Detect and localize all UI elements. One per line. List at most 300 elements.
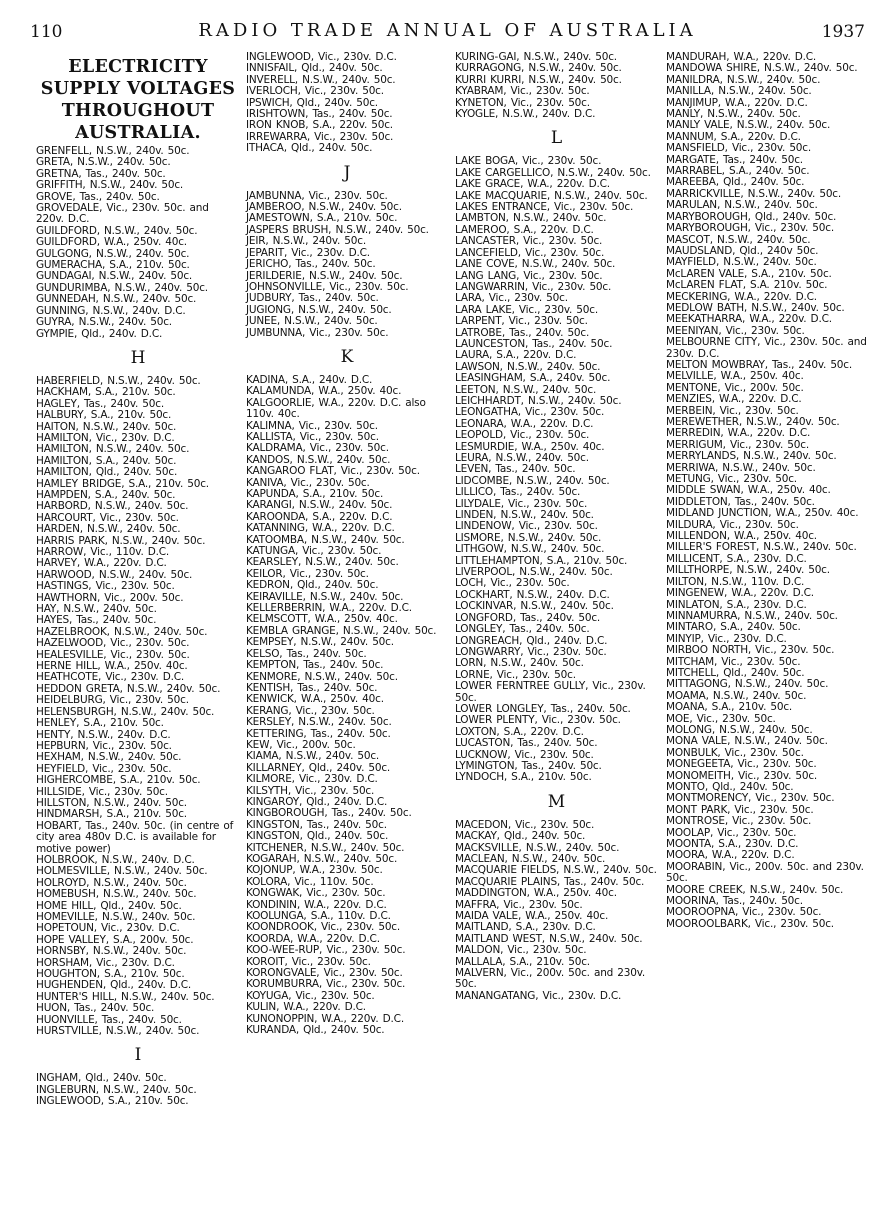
voltage-entry: HEATHCOTE, Vic., 230v. D.C. (36, 671, 184, 684)
voltage-entry: GROVEDALE, Vic., 230v. 50c. and 220v. D.C. (36, 202, 209, 226)
voltage-entry: HAMLEY BRIDGE, S.A., 210v. 50c. (36, 477, 209, 490)
page-number: 110 (30, 22, 63, 42)
voltage-entry: HAZELBROOK, N.S.W., 240v. 50c. (36, 625, 208, 638)
voltage-entry: KARANGI, N.S.W., 240v. 50c. (246, 499, 393, 512)
voltage-entry: MIDLAND JUNCTION, W.A., 250v. 40c. (666, 507, 859, 520)
voltage-entry: MIDDLE SWAN, W.A., 250v. 40c. (666, 484, 831, 497)
voltage-entry: MOAMA, N.S.W., 240v. 50c. (666, 689, 807, 702)
voltage-entry: IRISHTOWN, Tas., 240v. 50c. (246, 108, 393, 121)
voltage-entry: GRETA, N.S.W., 240v. 50c. (36, 156, 171, 169)
voltage-entry: MELVILLE, W.A., 250v. 40c. (666, 370, 804, 383)
voltage-entry: HAZELWOOD, Vic., 230v. 50c. (36, 637, 190, 650)
voltage-entry: IRON KNOB, S.A., 220v. 50c. (246, 119, 393, 132)
voltage-entry: GYMPIE, Qld., 240v. D.C. (36, 327, 163, 340)
voltage-entry: HASTINGS, Vic., 230v. 50c. (36, 580, 175, 593)
voltage-entry: JERICHO, Tas., 240v. 50c. (246, 258, 376, 271)
voltage-entry: LISMORE, N.S.W., 240v. 50c. (455, 531, 602, 544)
voltage-entry: KULIN, W.A., 220v. D.C. (246, 1001, 366, 1014)
voltage-entry: LANE COVE, N.S.W., 240v. 50c. (455, 258, 616, 271)
voltage-entry: LEONARA, W.A., 220v. D.C. (455, 417, 594, 430)
voltage-entry: MAYFIELD, N.S.W., 240v. 50c. (666, 256, 817, 269)
voltage-entry: KOGARAH, N.S.W., 240v. 50c. (246, 853, 398, 865)
voltage-entry: MILTON, N.S.W., 110v. D.C. (666, 575, 805, 588)
voltage-entry: INGLEWOOD, S.A., 210v. 50c. (36, 1095, 189, 1108)
voltage-entry: HENLEY, S.A., 210v. 50c. (36, 717, 164, 730)
voltage-entry: LANG LANG, Vic., 230v. 50c. (455, 269, 603, 282)
voltage-entry: LORN, N.S.W., 240v. 50c. (455, 657, 584, 670)
voltage-entry: LUCKNOW, Vic., 230v. 50c. (455, 748, 594, 761)
voltage-entry: HORNSBY, N.S.W., 240v. 50c. (36, 945, 187, 958)
voltage-entry: HEDDON GRETA, N.S.W., 240v. 50c. (36, 682, 221, 695)
voltage-entry: KELLERBERRIN, W.A., 220v. D.C. (246, 602, 412, 615)
voltage-entry: KEARSLEY, N.S.W., 240v. 50c. (246, 556, 399, 569)
voltage-entry: LONGLEY, Tas., 240v. 50c. (455, 623, 590, 636)
voltage-entry: HUON, Tas., 240v. 50c. (36, 1002, 155, 1015)
voltage-entry: LITHGOW, N.S.W., 240v. 50c. (455, 543, 605, 556)
main-title-line-2: THROUGHOUT AUSTRALIA. (61, 101, 215, 143)
voltage-entry: MOE, Vic., 230v. 50c. (666, 712, 776, 725)
voltage-entry: JAMESTOWN, S.A., 210v. 50c. (246, 212, 398, 225)
voltage-entry: MERRIGUM, Vic., 230v. 50c. (666, 438, 809, 451)
voltage-entry: KONGWAK, Vic., 230v. 50c. (246, 887, 386, 900)
voltage-entry: LANCASTER, Vic., 230v. 50c. (455, 235, 603, 248)
voltage-entry: KERSLEY, N.S.W., 240v. 50c. (246, 716, 392, 729)
voltage-entry: HAMPDEN, S.A., 240v. 50c. (36, 488, 176, 501)
voltage-entry: LOCKHART, N.S.W., 240v. D.C. (455, 588, 610, 601)
voltage-entry: LANCEFIELD, Vic., 230v. 50c. (455, 246, 605, 259)
voltage-entry: HOPETOUN, Vic., 230v. D.C. (36, 922, 180, 935)
voltage-entry: LAMEROO, S.A., 220v. D.C. (455, 223, 594, 236)
voltage-entry: KATUNGA, Vic., 230v. 50c. (246, 545, 382, 558)
voltage-entry: LOCH, Vic., 230v. 50c. (455, 577, 570, 590)
voltage-entry: MILLTHORPE, N.S.W., 240v. 50c. (666, 564, 830, 577)
voltage-entry: KENWICK, W.A., 250v. 40c. (246, 693, 384, 706)
voltage-entry: GRENFELL, N.S.W., 240v. 50c. (36, 145, 190, 157)
voltage-entry: MANDURAH, W.A., 220v. D.C. (666, 51, 817, 63)
voltage-entry: LINDEN, N.S.W., 240v. 50c. (455, 509, 594, 522)
voltage-entry: LARPENT, Vic., 230v. 50c. (455, 315, 588, 328)
voltage-entry: MENTONE, Vic., 200v. 50c. (666, 381, 804, 394)
voltage-entry: MILDURA, Vic., 230v. 50c. (666, 518, 799, 531)
voltage-entry: JAMBUNNA, Vic., 230v. 50c. (246, 189, 388, 202)
voltage-entry: JUDBURY, Tas., 240v. 50c. (246, 292, 379, 305)
voltage-entry: HOLROYD, N.S.W., 240v. 50c. (36, 876, 187, 889)
voltage-entry: KALDRAMA, Vic., 230v. 50c. (246, 442, 389, 455)
voltage-entry: MAUDSLAND, Qld., 240v 50c. (666, 244, 819, 257)
voltage-entry: MOLONG, N.S.W., 240v. 50c. (666, 723, 813, 736)
voltage-entry: HORSHAM, Vic., 230v. D.C. (36, 956, 175, 969)
voltage-entry: MONTROSE, Vic., 230v. 50c. (666, 815, 812, 828)
voltage-entry: LATROBE, Tas., 240v. 50c. (455, 326, 590, 339)
voltage-entry: LEONGATHA, Vic., 230v. 50c. (455, 406, 605, 419)
voltage-entry: McLAREN FLAT, S.A. 210v. 50c. (666, 279, 828, 292)
voltage-entry: MINNAMURRA, N.S.W., 240v. 50c. (666, 609, 838, 622)
voltage-entry: INGHAM, Qld., 240v. 50c. (36, 1072, 167, 1085)
voltage-entry: GROVE, Tas., 240v. 50c. (36, 190, 160, 203)
voltage-entry: MOORINA, Tas., 240v. 50c. (666, 895, 803, 908)
running-title: RADIO TRADE ANNUAL OF AUSTRALIA (198, 20, 697, 41)
voltage-entry: KANGAROO FLAT, Vic., 230v. 50c. (246, 465, 420, 478)
section-letter-heading: L (550, 128, 563, 149)
voltage-entry: MECKERING, W.A., 220v. D.C. (666, 290, 817, 303)
voltage-entry: MOORA, W.A., 220v. D.C. (666, 849, 795, 862)
voltage-entry: LILLICO, Tas., 240v. 50c. (455, 486, 581, 499)
voltage-entry: GUILDFORD, N.S.W., 240v. 50c. (36, 224, 198, 237)
voltage-entry: IRREWARRA, Vic., 230v. 50c. (246, 130, 394, 143)
voltage-entry: KEDRON, Qld., 240v. 50c. (246, 579, 379, 592)
voltage-entry: MOOROOPNA, Vic., 230v. 50c. (666, 906, 822, 919)
voltage-entry: KITCHENER, N.S.W., 240v. 50c. (246, 841, 405, 854)
voltage-entry: MANJIMUP, W.A., 220v. D.C. (666, 96, 808, 109)
voltage-entry: HEIDELBURG, Vic., 230v. 50c. (36, 694, 189, 707)
voltage-entry: KURANDA, Qld., 240v. 50c. (246, 1024, 385, 1037)
voltage-entry: MOANA, S.A., 210v. 50c. (666, 701, 793, 714)
voltage-entry: KURING-GAI, N.S.W., 240v. 50c. (455, 51, 617, 63)
voltage-entry: MELBOURNE CITY, Vic., 230v. 50c. and 230v. D.C. (666, 336, 867, 360)
voltage-entry: LIDCOMBE, N.S.W., 240v. 50c. (455, 474, 610, 487)
voltage-entry: MANLY VALE, N.S.W., 240v. 50c. (666, 119, 831, 132)
voltage-entry: MERBEIN, Vic., 230v. 50c. (666, 404, 799, 417)
voltage-entry: MALDON, Vic., 230v. 50c. (455, 944, 587, 957)
voltage-entry: KEILOR, Vic., 230v. 50c. (246, 567, 369, 580)
voltage-entry: LEETON, N.S.W., 240v. 50c. (455, 383, 597, 396)
voltage-entry: KILLARNEY, Qld., 240v. 50c. (246, 761, 391, 774)
voltage-entry: KURRI KURRI, N.S.W., 240v. 50c. (455, 73, 622, 86)
voltage-entry: KALGOORLIE, W.A., 220v. D.C. also 110v. 40c. (246, 396, 426, 421)
voltage-entry: MACKSVILLE, N.S.W., 240v. 50c. (455, 841, 620, 854)
voltage-entry: MAREEBA, Qld., 240v. 50c. (666, 176, 805, 189)
voltage-entry: MARRICKVILLE, N.S.W., 240v. 50c. (666, 187, 842, 200)
voltage-entry: HOLMESVILLE, N.S.W., 240v. 50c. (36, 865, 208, 878)
voltage-entry: LAWSON, N.S.W., 240v. 50c. (455, 360, 601, 373)
voltage-entry: HAMILTON, Qld., 240v. 50c. (36, 466, 178, 479)
voltage-entry: GRETNA, Tas., 240v. 50c. (36, 167, 166, 180)
voltage-entry: MAIDA VALE, W.A., 250v. 40c. (455, 910, 609, 923)
voltage-entry: LAMBTON, N.S.W., 240v. 50c. (455, 212, 607, 225)
voltage-entry: HIGHERCOMBE, S.A., 210v. 50c. (36, 774, 201, 787)
voltage-entry: KIAMA, N.S.W., 240v. 50c. (246, 750, 380, 763)
voltage-entry: LESMURDIE, W.A., 250v. 40c. (455, 440, 605, 453)
voltage-entry: HUONVILLE, Tas., 240v. 50c. (36, 1013, 182, 1026)
voltage-entry: HAY, N.S.W., 240v. 50c. (36, 603, 157, 616)
voltage-entry: MACKAY, Qld., 240v. 50c. (455, 830, 586, 843)
voltage-entry: MANILLA, N.S.W., 240v. 50c. (666, 85, 812, 98)
voltage-entry: MONTMORENCY, Vic., 230v. 50c. (666, 792, 835, 805)
voltage-entry: IVERLOCH, Vic., 230v. 50c. (246, 85, 384, 98)
voltage-entry: LUCASTON, Tas., 240v. 50c. (455, 737, 598, 750)
voltage-entry: HARVEY, W.A., 220v. D.C. (36, 557, 167, 570)
voltage-entry: HAWTHORN, Vic., 200v. 50c. (36, 591, 184, 604)
voltage-entry: HAMILTON, S.A., 240v. 50c. (36, 454, 177, 467)
section-letter-heading: M (547, 791, 566, 812)
voltage-entry: MINYIP, Vic., 230v. D.C. (666, 632, 787, 645)
voltage-entry: MERRIWA, N.S.W., 240v. 50c. (666, 461, 816, 474)
voltage-entry: MILLER'S FOREST, N.S.W., 240v. 50c. (666, 541, 857, 554)
voltage-entry: KATOOMBA, N.S.W., 240v. 50c. (246, 533, 405, 546)
voltage-entry: KALAMUNDA, W.A., 250v. 40c. (246, 385, 402, 398)
voltage-entry: MINTARO, S.A., 240v. 50c. (666, 621, 801, 634)
voltage-entry: LIVERPOOL, N.S.W., 240v. 50c. (455, 566, 613, 579)
voltage-entry: MOONTA, S.A., 230v. D.C. (666, 838, 799, 851)
voltage-entry: KADINA, S.A., 240v. D.C. (246, 373, 373, 386)
section-letter-heading: H (130, 347, 146, 368)
voltage-entry: HAMILTON, Vic., 230v. D.C. (36, 431, 175, 444)
voltage-entry: HILLSTON, N.S.W., 240v. 50c. (36, 796, 187, 809)
voltage-entry: KEIRAVILLE, N.S.W., 240v. 50c. (246, 590, 404, 603)
voltage-entry: HACKHAM, S.A., 210v. 50c. (36, 386, 176, 399)
voltage-entry: MACEDON, Vic., 230v. 50c. (455, 818, 595, 831)
voltage-entry: HARWOOD, N.S.W., 240v. 50c. (36, 568, 193, 581)
voltage-entry: ITHACA, Qld., 240v. 50c. (246, 142, 373, 155)
voltage-entry: LANGWARRIN, Vic., 230v. 50c. (455, 280, 612, 293)
voltage-entry: KORUMBURRA, Vic., 230v. 50c. (246, 978, 406, 991)
voltage-entry: MOORE CREEK, N.S.W., 240v. 50c. (666, 883, 844, 896)
voltage-entry: MANANGATANG, Vic., 230v. D.C. (455, 989, 622, 1002)
voltage-entry: HARDEN, N.S.W., 240v. 50c. (36, 523, 181, 536)
voltage-entry: MACQUARIE PLAINS, Tas., 240v. 50c. (455, 875, 645, 888)
voltage-entry: MANLY, N.S.W., 240v. 50c. (666, 108, 801, 121)
voltage-entry: JASPERS BRUSH, N.S.W., 240v. 50c. (246, 223, 429, 236)
voltage-entry: MEREWETHER, N.S.W., 240v. 50c. (666, 416, 840, 428)
voltage-entry: KALIMNA, Vic., 230v. 50c. (246, 419, 378, 432)
voltage-entry: LOXTON, S.A., 220v. D.C. (455, 725, 584, 738)
voltage-entry: KETTERING, Tas., 240v. 50c. (246, 727, 391, 740)
voltage-entry: JUNEE, N.S.W., 240v. 50c. (246, 315, 378, 328)
voltage-entry: MALVERN, Vic., 200v. 50c. and 230v. 50c. (455, 967, 646, 991)
voltage-entry: MILLICENT, S.A., 230v. D.C. (666, 552, 807, 565)
voltage-entry: GUMERACHA, S.A., 210v. 50c. (36, 259, 190, 272)
voltage-entry: LEICHHARDT, N.S.W., 240v. 50c. (455, 394, 622, 407)
page-header (30, 16, 865, 46)
voltage-entry: MEEKATHARRA, W.A., 220v. D.C. (666, 313, 832, 326)
voltage-entry: HEYFIELD, Vic., 230v. 50c. (36, 762, 172, 775)
voltage-entry: MERREDIN, W.A., 220v. D.C. (666, 427, 811, 440)
voltage-entry: KATANNING, W.A., 220v. D.C. (246, 522, 395, 535)
voltage-entry: HENTY, N.S.W., 240v. D.C. (36, 728, 171, 741)
voltage-entry: MITCHELL, Qld., 240v. 50c. (666, 666, 805, 679)
voltage-entry: HARROW, Vic., 110v. D.C. (36, 546, 170, 558)
voltage-entry: MARGATE, Tas., 240v. 50c. (666, 153, 803, 166)
voltage-entry: MARULAN, N.S.W., 240v. 50c. (666, 199, 818, 212)
voltage-entry: MIRBOO NORTH, Vic., 230v. 50c. (666, 644, 835, 657)
voltage-entry: LAURA, S.A., 220v. D.C. (455, 349, 577, 362)
voltage-entry: KONDININ, W.A., 220v. D.C. (246, 898, 387, 911)
voltage-entry: GUILDFORD, W.A., 250v. 40c. (36, 236, 187, 249)
voltage-entry: HINDMARSH, S.A., 210v. 50c. (36, 808, 187, 821)
voltage-entry: LAKE BOGA, Vic., 230v. 50c. (455, 155, 602, 168)
voltage-entry: MERRYLANDS, N.S.W., 240v. 50c. (666, 450, 837, 463)
voltage-entry: JUGIONG, N.S.W., 240v. 50c. (246, 303, 392, 316)
voltage-entry: HEXHAM, N.S.W., 240v. 50c. (36, 751, 182, 764)
voltage-entry: LAKE MACQUARIE, N.S.W., 240v. 50c. (455, 189, 648, 202)
section-letter-heading: I (134, 1045, 142, 1066)
voltage-entry: MILLENDON, W.A., 250v. 40c. (666, 530, 817, 543)
voltage-entry: GUNNEDAH, N.S.W., 240v. 50c. (36, 293, 197, 306)
voltage-entry: KOROIT, Vic., 230v. 50c. (246, 955, 371, 968)
voltage-entry: HOLBROOK, N.S.W., 240v. D.C. (36, 853, 195, 866)
voltage-entry: HAYES, Tas., 240v. 50c. (36, 614, 157, 627)
voltage-entry: MAITLAND WEST, N.S.W., 240v. 50c. (455, 932, 643, 945)
voltage-entry: LEVEN, Tas., 240v. 50c. (455, 463, 576, 476)
voltage-entry: McLAREN VALE, S.A., 210v. 50c. (666, 267, 832, 280)
voltage-entry: MANNUM, S.A., 220v. D.C. (666, 130, 801, 143)
voltage-entry: LARA LAKE, Vic., 230v. 50c. (455, 303, 598, 316)
voltage-entry: MOOLAP, Vic., 230v. 50c. (666, 826, 797, 839)
voltage-entry: KOOLUNGA, S.A., 110v. D.C. (246, 910, 391, 923)
voltage-entry: HOPE VALLEY, S.A., 200v. 50c. (36, 933, 194, 946)
voltage-entry: JOHNSONVILLE, Vic., 230v. 50c. (246, 280, 409, 293)
voltage-entry: JUMBUNNA, Vic., 230v. 50c. (246, 326, 389, 339)
voltage-entry: LINDENOW, Vic., 230v. 50c. (455, 520, 598, 533)
voltage-entry: MANILDRA, N.S.W., 240v. 50c. (666, 73, 821, 86)
voltage-entry: HERNE HILL, W.A., 250v. 40c. (36, 660, 188, 673)
voltage-entry: KEMPSEY, N.S.W., 240v. 50c. (246, 636, 394, 649)
voltage-entry: MAITLAND, S.A., 230v. D.C. (455, 921, 596, 934)
voltage-entry: KENMORE, N.S.W., 240v. 50c. (246, 670, 398, 683)
column-1 (36, 52, 240, 1108)
voltage-entry: JERILDERIE, N.S.W., 240v. 50c. (246, 269, 403, 282)
voltage-entry: MONA VALE, N.S.W., 240v. 50c. (666, 735, 828, 748)
voltage-entry: MASCOT, N.S.W., 240v. 50c. (666, 233, 811, 246)
voltage-entry: INNISFAIL, Qld., 240v. 50c. (246, 62, 383, 75)
voltage-entry: HILLSIDE, Vic., 230v. 50c. (36, 785, 168, 798)
voltage-entry: MONOMEITH, Vic., 230v. 50c. (666, 769, 818, 782)
voltage-entry: JEPARIT, Vic., 230v. D.C. (246, 246, 370, 259)
voltage-entry: HOUGHTON, S.A., 210v. 50c. (36, 968, 185, 981)
voltage-entry: INVERELL, N.S.W., 240v. 50c. (246, 73, 396, 86)
voltage-entry: KELSO, Tas., 240v. 50c. (246, 647, 367, 660)
voltage-entry: LONGFORD, Tas., 240v. 50c. (455, 611, 601, 624)
voltage-entry: HURSTVILLE, N.S.W., 240v. 50c. (36, 1025, 200, 1038)
voltage-entry: KINGSTON, Qld., 240v. 50c. (246, 830, 389, 843)
voltage-entry: METUNG, Vic., 230v. 50c. (666, 473, 797, 486)
voltage-entry: LOWER PLENTY, Vic., 230v. 50c. (455, 714, 621, 727)
voltage-entry: KAROONDA, S.A., 220v. D.C. (246, 510, 393, 523)
voltage-entry: INGLEBURN, N.S.W., 240v. 50c. (36, 1083, 197, 1096)
voltage-entry: GULGONG, N.S.W., 240v. 50c. (36, 247, 190, 260)
voltage-entry: MOORABIN, Vic., 200v. 50c. and 230v. 50c. (666, 860, 864, 885)
voltage-entry: MALLALA, S.A., 210v. 50c. (455, 955, 590, 968)
voltage-entry: KANIVA, Vic., 230v. 50c. (246, 476, 370, 489)
voltage-entry: KAPUNDA, S.A., 210v. 50c. (246, 488, 384, 500)
voltage-entry: KOONDROOK, Vic., 230v. 50c. (246, 921, 401, 934)
voltage-entry: MAFFRA, Vic., 230v. 50c. (455, 898, 583, 911)
voltage-entry: LAKES ENTRANCE, Vic., 230v. 50c. (455, 201, 634, 214)
voltage-entry: MENZIES, W.A., 220v. D.C. (666, 393, 802, 406)
voltage-entry: LONGWARRY, Vic., 230v. 50c. (455, 645, 607, 658)
voltage-entry: MANSFIELD, Vic., 230v. 50c. (666, 142, 811, 155)
voltage-entry: GUNDURIMBA, N.S.W., 240v. 50c. (36, 281, 208, 294)
voltage-entry: GUNDAGAI, N.S.W., 240v. 50c. (36, 270, 193, 283)
voltage-entry: MONT PARK, Vic., 230v. 50c. (666, 803, 814, 816)
voltage-entry: MINLATON, S.A., 230v. D.C. (666, 598, 807, 611)
voltage-entry: KOJONUP, W.A., 230v. 50c. (246, 864, 383, 877)
column-3 (455, 52, 658, 1002)
voltage-entry: LEOPOLD, Vic., 230v. 50c. (455, 429, 590, 442)
voltage-entry: MACQUARIE FIELDS, N.S.W., 240v. 50c. (455, 864, 657, 877)
voltage-entry: JEIR, N.S.W., 240v. 50c. (246, 235, 366, 248)
voltage-entry: HEALESVILLE, Vic., 230v. 50c. (36, 648, 190, 661)
voltage-entry: MIDDLETON, Tas., 240v. 50c. (666, 495, 815, 508)
voltage-entry: KANDOS, N.S.W., 240v. 50c. (246, 453, 391, 466)
voltage-entry: HALBURY, S.A., 210v. 50c. (36, 409, 172, 422)
voltage-entry: LAKE CARGELLICO, N.S.W., 240v. 50c. (455, 166, 651, 179)
voltage-entry: KEW, Vic., 200v. 50c. (246, 738, 356, 751)
voltage-entry: HOMEBUSH, N.S.W., 240v. 50c. (36, 888, 197, 901)
voltage-entry: HARRIS PARK, N.S.W., 240v. 50c. (36, 534, 206, 547)
voltage-entry: GRIFFITH, N.S.W., 240v. 50c. (36, 179, 184, 192)
voltage-entry: HABERFIELD, N.S.W., 240v. 50c. (36, 374, 201, 387)
voltage-entry: HUNTER'S HILL, N.S.W., 240v. 50c. (36, 990, 215, 1003)
main-title-line-1: ELECTRICITY SUPPLY VOLTAGES (40, 57, 236, 99)
voltage-entry: MONEGEETA, Vic., 230v. 50c. (666, 758, 817, 771)
voltage-entry: LEASINGHAM, S.A., 240v. 50c. (455, 372, 611, 385)
voltage-entry: LARA, Vic., 230v. 50c. (455, 292, 568, 305)
column-2 (246, 52, 448, 1037)
column-4 (666, 52, 869, 930)
voltage-entry: KENTISH, Tas., 240v. 50c. (246, 681, 378, 694)
voltage-entry: LEURA, N.S.W., 240v. 50c. (455, 452, 589, 464)
voltage-entry: HAMILTON, N.S.W., 240v. 50c. (36, 443, 190, 456)
voltage-entry: HOMEVILLE, N.S.W., 240v. 50c. (36, 911, 196, 923)
voltage-entry: MELTON MOWBRAY, Tas., 240v. 50c. (666, 358, 852, 371)
voltage-entry: LILYDALE, Vic., 230v. 50c. (455, 497, 588, 510)
voltage-entry: MARYBOROUGH, Vic., 230v. 50c. (666, 222, 834, 235)
voltage-entry: HARCOURT, Vic., 230v. 50c. (36, 511, 179, 524)
voltage-entry: KINGAROY, Qld., 240v. D.C. (246, 795, 388, 808)
voltage-entry: MARRABEL, S.A., 240v. 50c. (666, 165, 810, 178)
voltage-entry: KUNONOPPIN, W.A., 220v. D.C. (246, 1012, 404, 1025)
voltage-entry: HARBORD, N.S.W., 240v. 50c. (36, 500, 189, 513)
voltage-entry: JAMBEROO, N.S.W., 240v. 50c. (246, 201, 402, 214)
voltage-entry: KYABRAM, Vic., 230v. 50c. (455, 85, 590, 98)
voltage-entry: LOCKINVAR, N.S.W., 240v. 50c. (455, 600, 614, 613)
voltage-entry: INGLEWOOD, Vic., 230v. D.C. (246, 51, 397, 63)
voltage-entry: LOWER LONGLEY, Tas., 240v. 50c. (455, 702, 631, 715)
section-letter-heading: J (343, 162, 351, 183)
voltage-entry: MANDOWA SHIRE, N.S.W., 240v. 50c. (666, 62, 858, 75)
voltage-entry: HAGLEY, Tas., 240v. 50c. (36, 397, 164, 410)
voltage-entry: HUGHENDEN, Qld., 240v. D.C. (36, 979, 192, 992)
voltage-entry: MACLEAN, N.S.W., 240v. 50c. (455, 853, 606, 865)
voltage-entry: KERANG, Vic., 230v. 50c. (246, 704, 375, 717)
voltage-entry: LYMINGTON, Tas., 240v. 50c. (455, 759, 602, 772)
year: 1937 (821, 22, 865, 42)
voltage-entry: MOOROOLBARK, Vic., 230v. 50c. (666, 917, 834, 930)
voltage-entry: MEDLOW BATH, N.S.W., 240v. 50c. (666, 301, 845, 314)
voltage-entry: KOYUGA, Vic., 230v. 50c. (246, 989, 375, 1002)
voltage-entry: MINGENEW, W.A., 220v. D.C. (666, 587, 814, 600)
main-title (36, 56, 240, 144)
voltage-entry: KILMORE, Vic., 230v. D.C. (246, 773, 378, 786)
voltage-entry: LOWER FERNTREE GULLY, Vic., 230v. 50c. (455, 680, 646, 704)
voltage-entry: MITCHAM, Vic., 230v. 50c. (666, 655, 801, 668)
voltage-entry: KYNETON, Vic., 230v. 50c. (455, 96, 590, 109)
voltage-entry: LORNE, Vic., 230v. 50c. (455, 668, 576, 681)
voltage-entry: MITTAGONG, N.S.W., 240v. 50c. (666, 678, 829, 691)
voltage-entry: KOLORA, Vic., 110v. 50c. (246, 875, 374, 888)
voltage-entry: LAUNCESTON, Tas., 240v. 50c. (455, 337, 613, 350)
voltage-entry: KELMSCOTT, W.A., 250v. 40c. (246, 613, 398, 626)
voltage-entry: KEMBLA GRANGE, N.S.W., 240v. 50c. (246, 624, 437, 637)
voltage-entry: KEMPTON, Tas., 240v. 50c. (246, 659, 384, 672)
voltage-entry: MEENIYAN, Vic., 230v. 50c. (666, 324, 805, 337)
voltage-entry: HELENSBURGH, N.S.W., 240v. 50c. (36, 705, 215, 718)
voltage-entry: HAITON, N.S.W., 240v. 50c. (36, 420, 177, 433)
voltage-entry: KINGBOROUGH, Tas., 240v. 50c. (246, 807, 412, 820)
voltage-entry: HEPBURN, Vic., 230v. 50c. (36, 739, 172, 752)
voltage-entry: KURRAGONG, N.S.W., 240v. 50c. (455, 62, 622, 75)
